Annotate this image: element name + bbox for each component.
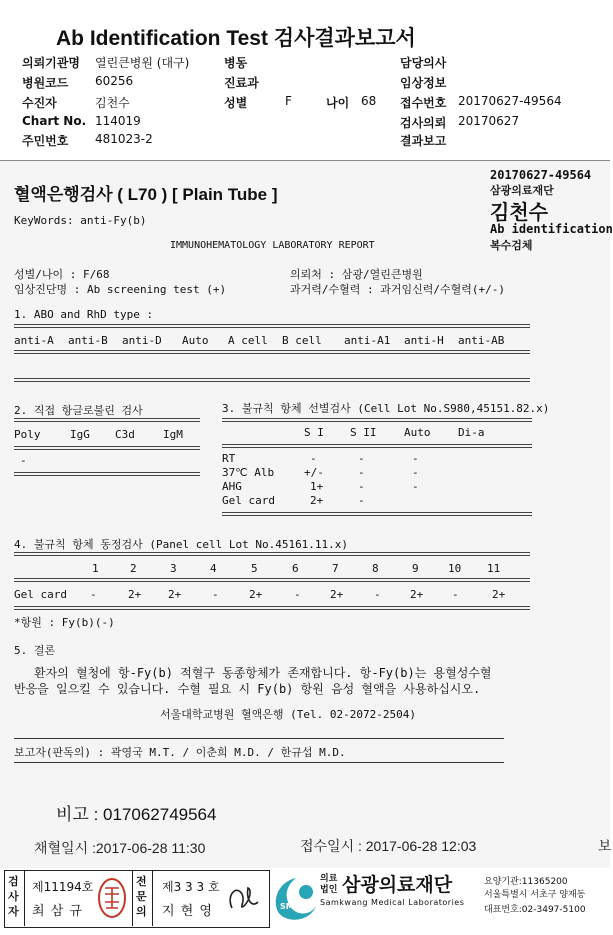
s1-col-a-cell: A cell [228, 334, 268, 347]
conclusion-line-2: 반응을 일으킬 수 있습니다. 수혈 필요 시 Fy(b) 항원 음성 혈액을 사용하십시오. [14, 682, 481, 696]
signature-scribble-icon [222, 878, 262, 918]
age-label: 나이 [326, 96, 350, 110]
id-value: 481023-2 [95, 132, 153, 146]
sml-logo-icon [270, 872, 320, 924]
s3-cell-si: - [310, 452, 317, 465]
patient-value: 김천수 [95, 96, 130, 110]
reader-name: 지 현 영 [162, 904, 213, 919]
s2-col-igm: IgM [163, 428, 183, 441]
section4-title: 4. 불규칙 항체 동정검사 (Panel cell Lot No.45161.11.x) [14, 538, 349, 551]
ward-label: 병동 [224, 56, 248, 70]
reader-license: 제3 3 3 호 [162, 880, 220, 894]
dept-label: 진료과 [224, 76, 259, 90]
s4-col-9: 9 [412, 562, 419, 575]
s3-row-label: 37℃ Alb [222, 466, 275, 479]
s3-row-label: RT [222, 452, 236, 465]
section1-rule-mid [14, 350, 530, 354]
result-label: 결과보고 [400, 134, 447, 148]
request-value: 20170627 [458, 114, 520, 128]
s3-cell-si: +/- [304, 466, 324, 479]
sample-type: 복수검체 [490, 239, 533, 252]
s3-cell-sii: - [358, 480, 365, 493]
s3-cell-sii: - [358, 452, 365, 465]
badge-subtitle: 의료법인 [320, 874, 338, 895]
s4-col-11: 11 [487, 562, 501, 575]
keywords: KeyWords: anti-Fy(b) [14, 214, 147, 227]
reporter-line: 보고자(판독의) : 곽영국 M.T. / 이춘희 M.D. / 한규섭 M.D. [14, 746, 346, 759]
s1-col-anti-d: anti-D [122, 334, 162, 347]
foundation-name: 삼광의료재단 [342, 874, 453, 896]
s4-cell-8: - [374, 588, 381, 601]
receipt-label: 접수번호 [400, 96, 447, 110]
sml-text: SML [280, 902, 299, 911]
antigen-line: *항원 : Fy(b)(-) [14, 616, 115, 629]
s4-cell-6: - [294, 588, 301, 601]
remark-line: 비고 : 017062749564 [56, 805, 217, 824]
s1-col-auto: Auto [182, 334, 209, 347]
code-value: 60256 [95, 74, 134, 88]
s4-col-4: 4 [210, 562, 217, 575]
clinical-label: 임상정보 [400, 76, 447, 90]
s2-col-igg: IgG [70, 428, 90, 441]
patient-label: 수진자 [22, 96, 57, 110]
s4-col-5: 5 [251, 562, 258, 575]
s3-row-label: AHG [222, 480, 242, 493]
receipt-value: 20170627-49564 [458, 94, 562, 108]
received-datetime: 접수일시 : 2017-06-28 12:03 [300, 838, 477, 854]
report-title: Ab Identification Test 검사결과보고서 [56, 27, 416, 50]
section3-rule-bottom [222, 512, 532, 516]
code-label: 병원코드 [22, 76, 69, 90]
s4-row-label: Gel card [14, 588, 67, 601]
s3-cell-sii: - [358, 494, 365, 507]
foundation-english: Samkwang Medical Laboratories [320, 898, 465, 907]
s3-cell-si: 2+ [310, 494, 324, 507]
id-label: 주민번호 [22, 134, 69, 148]
lab-name: 삼광의료재단 [490, 184, 554, 197]
section2-title: 2. 직접 항글로불린 검사 [14, 404, 143, 417]
s3-cell-auto: - [412, 452, 419, 465]
s3-cell-si: 1+ [310, 480, 324, 493]
examiner-name: 최 삼 규 [32, 904, 83, 919]
section1-title: 1. ABO and RhD type : [14, 308, 154, 321]
sex-value: F [285, 94, 292, 108]
sample-number: 20170627-49564 [490, 168, 592, 182]
sex-label: 성별 [224, 96, 248, 110]
reader-label: 전문의 [136, 875, 147, 918]
s3-col-auto: Auto [404, 426, 431, 439]
s4-col-1: 1 [92, 562, 99, 575]
history-line: 과거력/수혈력 : 과거임신력/수혈력(+/-) [290, 283, 505, 296]
test-name: Ab identification [490, 222, 613, 236]
s2-col-poly: Poly [14, 428, 41, 441]
s4-cell-11: 2+ [492, 588, 506, 601]
scan-top-border [0, 160, 610, 161]
org-address: 서울특별시 서초구 양재동 [484, 890, 586, 900]
institution-label: 의뢰기관명 [22, 56, 80, 70]
collect-datetime: 채혈일시 :2017-06-28 11:30 [34, 840, 206, 856]
s1-col-anti-h: anti-H [404, 334, 444, 347]
s4-cell-4: - [212, 588, 219, 601]
section2-rule-bottom [14, 472, 200, 476]
s1-col-anti-ab: anti-AB [458, 334, 505, 347]
section3-rule-mid [222, 444, 532, 448]
section4-rule-bottom [14, 606, 530, 610]
section2-rule-top [14, 418, 200, 422]
diagnosis-line: 임상진단명 : Ab screening test (+) [14, 283, 227, 296]
sex-age-line: 성별/나이 : F/68 [14, 268, 110, 281]
s2-poly-value: - [20, 454, 27, 467]
section1-rule-top [14, 324, 530, 328]
request-label: 검사의뢰 [400, 116, 447, 130]
examiner-label: 검사자 [8, 875, 19, 918]
stamp-divider [152, 870, 153, 926]
s4-cell-2: 2+ [128, 588, 142, 601]
section1-rule-bottom [14, 378, 530, 382]
s3-cell-auto: - [412, 466, 419, 479]
s1-col-b-cell: B cell [282, 334, 322, 347]
s4-col-8: 8 [372, 562, 379, 575]
examiner-seal-icon [96, 876, 128, 920]
requester-line: 의뢰처 : 삼광/열린큰병원 [290, 268, 423, 281]
doctor-label: 담당의사 [400, 56, 447, 70]
reporter-rule-bottom [14, 762, 504, 763]
age-value: 68 [361, 94, 377, 108]
stamp-divider [24, 870, 25, 926]
conclusion-line-1: 환자의 혈청에 항-Fy(b) 적혈구 동종항체가 존재합니다. 항-Fy(b)는 용혈성수혈 [34, 666, 492, 680]
s3-col-sii: S II [350, 426, 377, 439]
s4-cell-10: - [452, 588, 459, 601]
s1-col-anti-b: anti-B [68, 334, 108, 347]
s4-col-10: 10 [448, 562, 462, 575]
section5-title: 5. 결론 [14, 644, 56, 657]
chart-label: Chart No. [22, 114, 87, 128]
section4-rule-top [14, 552, 530, 556]
s3-cell-auto: - [412, 480, 419, 493]
examiner-license: 제11194호 [32, 880, 94, 894]
s4-col-7: 7 [332, 562, 339, 575]
reporter-rule-top [14, 738, 504, 739]
s4-cell-9: 2+ [410, 588, 424, 601]
institution-value: 열린큰병원 (대구) [95, 56, 190, 70]
hospital-line: 서울대학교병원 혈액은행 (Tel. 02-2072-2504) [160, 708, 416, 721]
s3-cell-sii: - [358, 466, 365, 479]
org-code: 요양기관:11365200 [484, 877, 568, 887]
s4-col-6: 6 [292, 562, 299, 575]
s1-col-anti-a1: anti-A1 [344, 334, 391, 347]
section3-title: 3. 불규칙 항체 선별검사 (Cell Lot No.S980,45151.82.x) [222, 402, 550, 415]
s1-col-anti-a: anti-A [14, 334, 54, 347]
org-phone: 대표번호:02-3497-5100 [484, 905, 586, 915]
stamp-divider [132, 870, 133, 926]
s4-col-3: 3 [170, 562, 177, 575]
s3-col-si: S I [304, 426, 324, 439]
lab-title: 혈액은행검사 ( L70 ) [ Plain Tube ] [14, 185, 278, 204]
s2-col-c3d: C3d [115, 428, 135, 441]
chart-value: 114019 [95, 114, 141, 128]
patient-name-big: 김천수 [490, 200, 548, 224]
s3-row-label: Gel card [222, 494, 275, 507]
s4-cell-1: - [90, 588, 97, 601]
edge-text: 보 [598, 838, 612, 854]
section4-rule-mid [14, 578, 530, 582]
s4-cell-5: 2+ [249, 588, 263, 601]
section3-rule-top [222, 418, 532, 422]
s4-col-2: 2 [130, 562, 137, 575]
s4-cell-3: 2+ [168, 588, 182, 601]
s4-cell-7: 2+ [330, 588, 344, 601]
lab-report-title: IMMUNOHEMATOLOGY LABORATORY REPORT [170, 240, 375, 251]
section2-rule-mid [14, 446, 200, 450]
s3-col-dia: Di-a [458, 426, 485, 439]
